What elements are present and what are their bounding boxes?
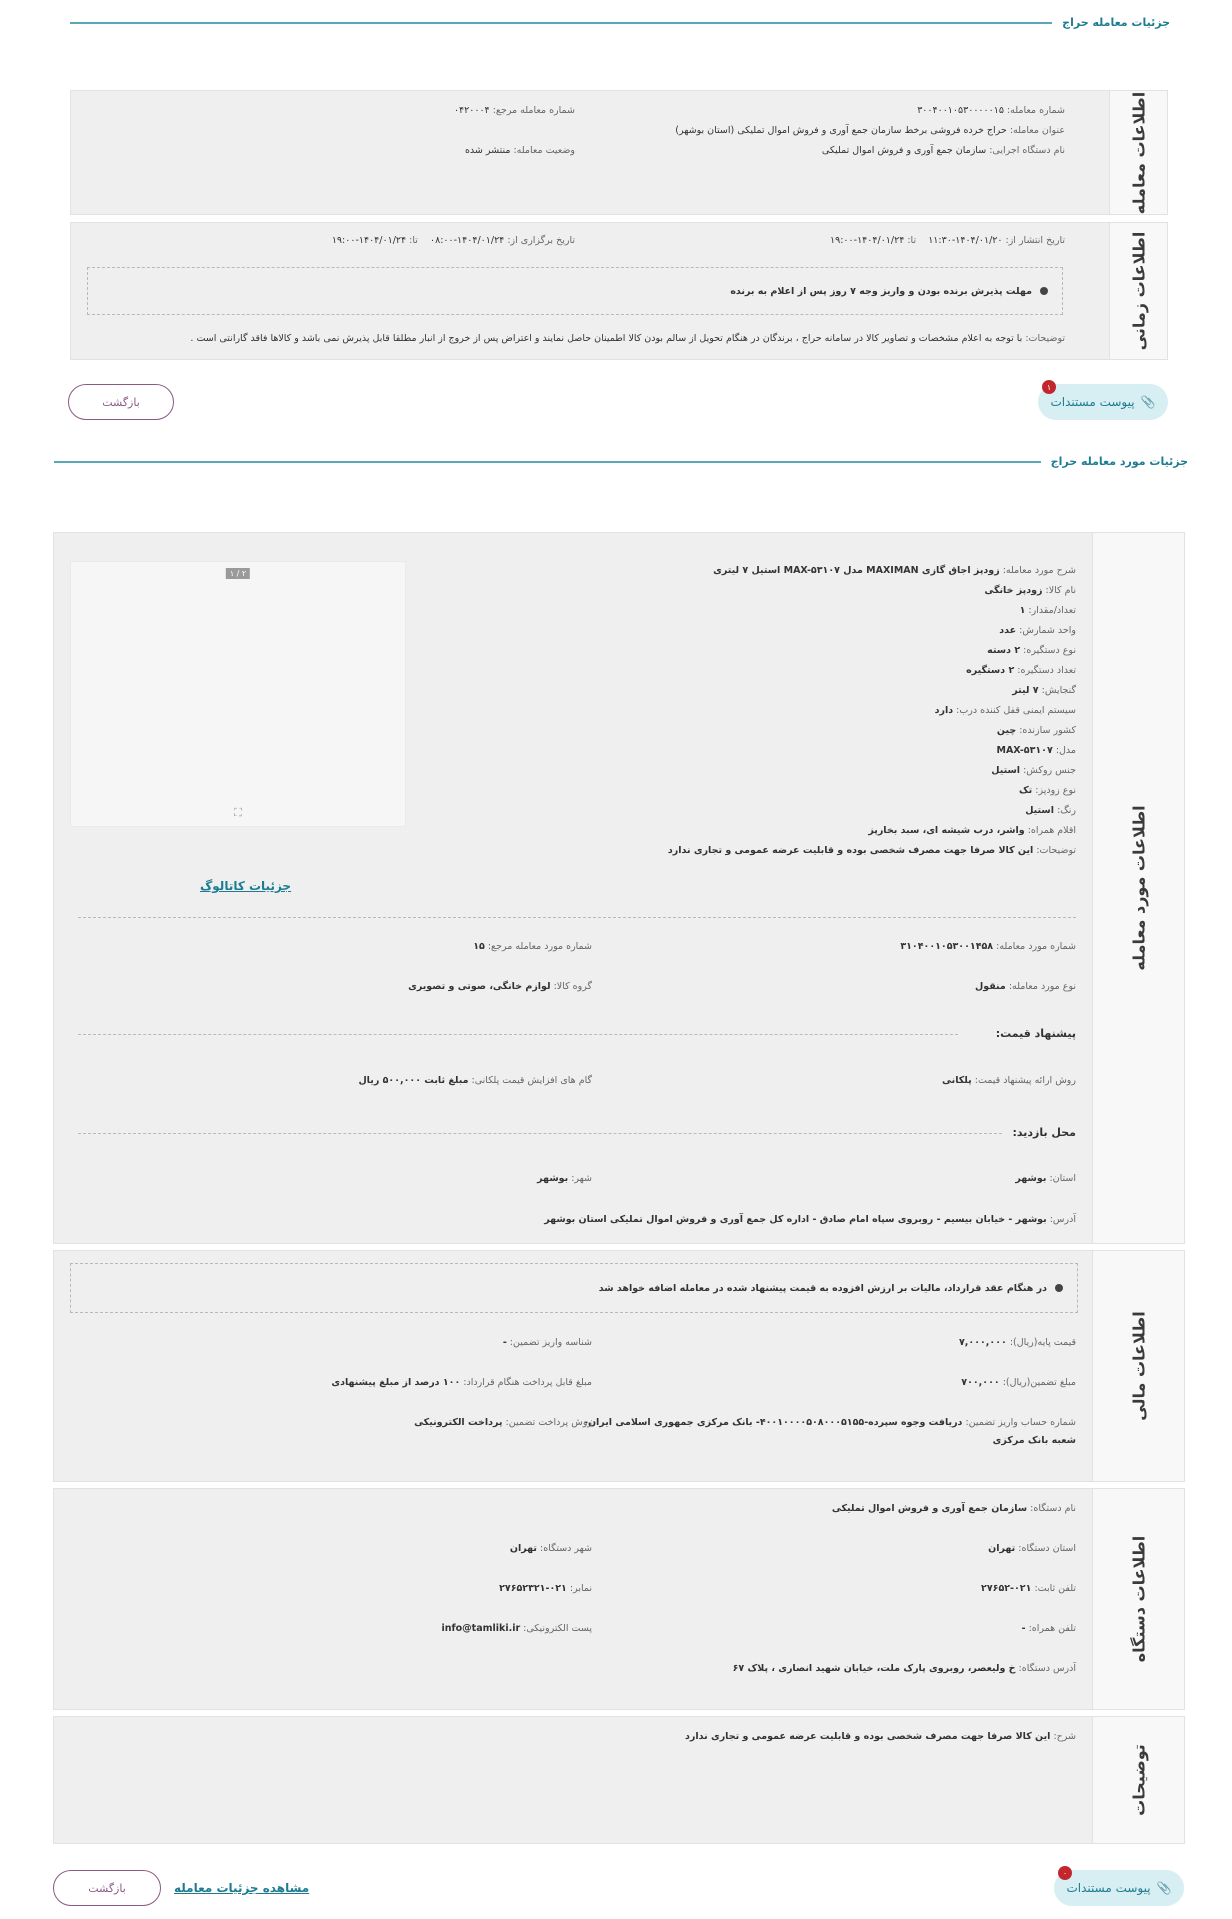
spec-value: ۱ — [1019, 605, 1026, 616]
back-button[interactable]: بازگشت — [53, 1870, 161, 1906]
bullet-icon — [1040, 287, 1048, 295]
attachment-count-badge: ۰ — [1058, 1866, 1072, 1880]
attachment-count-badge: ۱ — [1042, 380, 1056, 394]
guarantee-pay-method: روش پرداخت تضمین: پرداخت الکترونیکی — [414, 1417, 592, 1428]
spec-label: اقلام همراه: — [1027, 825, 1076, 836]
agency-phone: تلفن ثابت: ۰۲۱-۲۷۶۵۲ — [981, 1583, 1076, 1594]
vertical-tab: اطلاعات مورد معامله — [1092, 533, 1184, 1243]
section-title: جزئیات مورد معامله حراج — [1050, 455, 1188, 468]
publish-date: تاریخ انتشار از: ۱۴۰۴/۰۱/۲۰-۱۱:۳۰ تا: ۱۴۰۴/۰۱/۲۴-۱۹:۰۰ — [830, 235, 1065, 246]
offer-method: روش ارائه پیشنهاد قیمت: پلکانی — [942, 1075, 1076, 1086]
item-info-panel — [53, 532, 1185, 1244]
spec-label: نوع زودپز: — [1035, 785, 1076, 796]
spec-label: تعداد/مقدار: — [1028, 605, 1076, 616]
visit-province: استان: بوشهر — [1015, 1173, 1076, 1184]
spec-label: نوع دستگیره: — [1023, 645, 1076, 656]
time-info-panel — [70, 222, 1168, 360]
spec-value: چین — [996, 725, 1017, 736]
spec-label: کشور سازنده: — [1019, 725, 1076, 736]
price-steps: گام های افزایش قیمت پلکانی: مبلغ ثابت ۵۰۰,۰۰۰ ریال — [358, 1075, 592, 1086]
spec-row — [668, 845, 1076, 856]
dashed-divider — [78, 1133, 1002, 1134]
deal-info-panel — [70, 90, 1168, 215]
item-ref-number: شماره مورد معامله مرجع: ۱۵ — [473, 941, 592, 952]
spec-value: زودپز خانگی — [984, 585, 1043, 596]
product-image-viewer[interactable] — [70, 561, 406, 827]
item-description: شرح: این کالا صرفا جهت مصرف شخصی بوده و قابلیت عرضه عمومی و تجاری ندارد — [685, 1731, 1076, 1742]
spec-value: استیل — [991, 765, 1021, 776]
spec-label: تعداد دستگیره: — [1017, 665, 1076, 676]
spec-value: ۲ دسته — [987, 645, 1021, 656]
description-panel — [53, 1716, 1185, 1844]
item-number: شماره مورد معامله: ۳۱۰۴۰۰۱۰۵۳۰۰۱۴۵۸ — [900, 941, 1076, 952]
back-button[interactable]: بازگشت — [68, 384, 174, 420]
vat-notice: در هنگام عقد قرارداد، مالیات بر ارزش افزوده به قیمت پیشنهاد شده در معامله اضافه خواهد شد — [70, 1263, 1078, 1313]
spec-value: زودپز اجاق گازی MAXIMAN مدل MAX-۵۳۱۰۷ استیل ۷ لیتری — [713, 565, 1000, 576]
agency-email: پست الکترونیکی: info@tamliki.ir — [441, 1623, 592, 1634]
deal-ref-number: شماره معامله مرجع: ۰۴۲۰۰۰۴ — [453, 105, 575, 116]
vertical-tab: اطلاعات معامله — [1109, 91, 1167, 214]
divider — [54, 461, 1041, 463]
financial-info-panel — [53, 1250, 1185, 1482]
agency-fax: نمابر: ۰۲۱-۲۷۶۵۲۳۲۱ — [499, 1583, 592, 1594]
spec-label: توضیحات: — [1036, 845, 1076, 856]
item-type: نوع مورد معامله: منقول — [975, 981, 1076, 992]
contract-payment: مبلغ قابل پرداخت هنگام قرارداد: ۱۰۰ درصد از مبلغ پیشنهادی — [331, 1377, 592, 1388]
spec-row — [987, 645, 1076, 656]
spec-row — [991, 765, 1076, 776]
expand-icon[interactable]: ⛶ — [234, 806, 242, 819]
spec-value: تک — [1018, 785, 1033, 796]
hold-date: تاریخ برگزاری از: ۱۴۰۴/۰۱/۲۴-۰۸:۰۰ تا: ۱۴۰۴/۰۱/۲۴-۱۹:۰۰ — [331, 235, 575, 246]
time-description: توضیحات: با توجه به اعلام مشخصات و تصاویر کالا در سامانه حراج ، برندگان در هنگام تحویل از سالم بودن کالا اطمینان حاصل نمایند و اعتراض پس از خروج از انبار مطلقا قابل پذیرش نمی باشد و کالاها فاقد گارانتی است . — [190, 333, 1065, 344]
section-header-auction — [70, 16, 1170, 29]
paperclip-icon: 📎 — [1140, 395, 1156, 409]
guarantee-account: شماره حساب واریز تضمین: دریافت وجوه سپرده-۴۰۰۱۰۰۰۰۵۰۸۰۰۰۵۱۵۵- بانک مرکزی جمهوری اسلامی ایران- — [584, 1417, 1076, 1428]
view-deal-details-link[interactable]: مشاهده جزئیات معامله — [174, 1881, 310, 1895]
spec-row — [966, 665, 1076, 676]
visit-address: آدرس: بوشهر - خیابان بیسیم - روبروی سپاه امام صادق - اداره کل جمع آوری و فروش اموال تملیکی استان بوشهر — [544, 1214, 1076, 1225]
catalog-details-link[interactable]: جزئیات کاتالوگ — [200, 879, 292, 893]
agency-city: شهر دستگاه: تهران — [509, 1543, 592, 1554]
spec-row — [996, 745, 1076, 756]
spec-row — [1019, 785, 1076, 796]
spec-value: MAX-۵۳۱۰۷ — [996, 745, 1053, 756]
spec-label: نام کالا: — [1045, 585, 1076, 596]
spec-row — [713, 565, 1076, 576]
image-pager[interactable]: ۱ / ۲ — [226, 568, 250, 579]
spec-value: ۷ لیتر — [1012, 685, 1039, 696]
vertical-tab: اطلاعات مالی — [1092, 1251, 1184, 1481]
spec-row — [999, 625, 1076, 636]
guarantee-account-branch: شعبه بانک مرکزی — [992, 1435, 1076, 1446]
spec-label: مدل: — [1055, 745, 1076, 756]
spec-row — [997, 725, 1076, 736]
vertical-tab: توضیحات — [1092, 1717, 1184, 1843]
spec-label: گنجایش: — [1041, 685, 1076, 696]
bullet-icon — [1055, 1284, 1063, 1292]
base-price: قیمت پایه(ریال): ۷,۰۰۰,۰۰۰ — [958, 1337, 1076, 1348]
spec-value: دارد — [934, 705, 954, 716]
item-group: گروه کالا: لوازم خانگی، صوتی و تصویری — [408, 981, 592, 992]
guarantee-amount: مبلغ تضمین(ریال): ۷۰۰,۰۰۰ — [961, 1377, 1076, 1388]
section-title: جزئیات معامله حراج — [1062, 16, 1170, 29]
divider — [70, 22, 1052, 24]
spec-value: ۲ دستگیره — [966, 665, 1015, 676]
spec-value: این کالا صرفا جهت مصرف شخصی بوده و قابلیت عرضه عمومی و تجاری ندارد — [667, 845, 1034, 856]
spec-row — [1012, 685, 1076, 696]
paperclip-icon: 📎 — [1156, 1881, 1172, 1895]
spec-label: واحد شمارش: — [1019, 625, 1076, 636]
spec-row — [1020, 605, 1076, 616]
spec-label: سیستم ایمنی قفل کننده درب: — [956, 705, 1076, 716]
agency-address: آدرس دستگاه: خ ولیعصر، روبروی پارک ملت، خیابان شهید انصاری ، پلاک ۶۷ — [732, 1663, 1076, 1674]
visit-location-title: محل بازدید: — [1012, 1126, 1076, 1139]
price-offer-title: پیشنهاد قیمت: — [995, 1027, 1076, 1040]
visit-city: شهر: بوشهر — [537, 1173, 592, 1184]
attach-documents-button[interactable]: ۰ 📎 پیوست مستندات — [1054, 1870, 1184, 1906]
deal-status: وضعیت معامله: منتشر شده — [464, 145, 575, 156]
deal-title: عنوان معامله: حراج خرده فروشی برخط سازمان جمع آوری و فروش اموال تملیکی (استان بوشهر) — [675, 125, 1065, 136]
deposit-id: شناسه واریز تضمین: - — [502, 1337, 592, 1348]
deal-number: شماره معامله: ۳۰۰۴۰۰۱۰۵۳۰۰۰۰۰۱۵ — [917, 105, 1065, 116]
spec-row — [984, 585, 1076, 596]
vertical-tab: اطلاعات زمانی — [1109, 223, 1167, 359]
spec-row — [935, 705, 1076, 716]
spec-row — [1025, 805, 1076, 816]
spec-label: شرح مورد معامله: — [1002, 565, 1076, 576]
winner-notice: مهلت پذیرش برنده بودن و واریز وجه ۷ روز پس از اعلام به برنده — [87, 267, 1063, 315]
spec-label: رنگ: — [1057, 805, 1076, 816]
dashed-divider — [78, 1034, 958, 1035]
dashed-divider — [78, 917, 1076, 918]
spec-value: عدد — [999, 625, 1017, 636]
spec-value: واشر، درب شیشه ای، سبد بخارپز — [868, 825, 1025, 836]
agency-mobile: تلفن همراه: - — [1021, 1623, 1076, 1634]
spec-row — [868, 825, 1076, 836]
agency-name: نام دستگاه: سازمان جمع آوری و فروش اموال تملیکی — [831, 1503, 1076, 1514]
agency-province: استان دستگاه: تهران — [988, 1543, 1076, 1554]
agency-info-panel — [53, 1488, 1185, 1710]
spec-label: جنس روکش: — [1023, 765, 1076, 776]
attach-documents-button[interactable]: ۱ 📎 پیوست مستندات — [1038, 384, 1168, 420]
deal-agency: نام دستگاه اجرایی: سازمان جمع آوری و فروش اموال تملیکی — [821, 145, 1065, 156]
spec-value: استیل — [1025, 805, 1055, 816]
vertical-tab: اطلاعات دستگاه — [1092, 1489, 1184, 1709]
section-header-item — [54, 455, 1188, 468]
